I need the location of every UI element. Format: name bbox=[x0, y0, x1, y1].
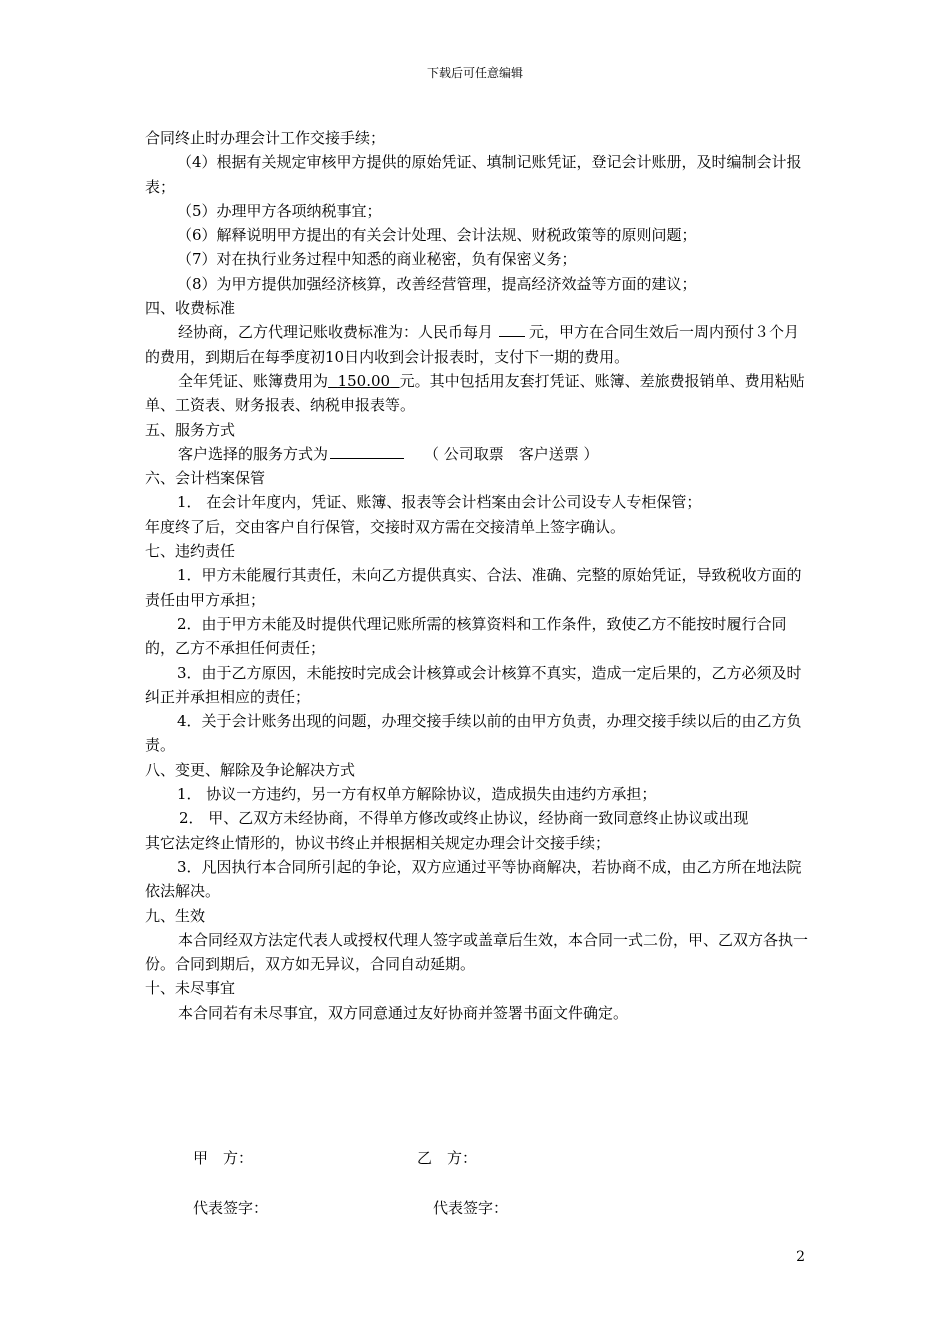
contract-body bbox=[145, 126, 808, 1025]
annual-fee-amount: 150.00 bbox=[337, 371, 391, 390]
fee-text-b: 元，甲方在合同生效后一周内预付３个月的费用，到期后在每季度初10日内收到会计报表时，支付下一期的费用。 bbox=[145, 323, 800, 366]
party-a-label: 甲 方： bbox=[193, 1149, 254, 1167]
paragraph: 1． 协议一方违约，另一方有权单方解除协议，造成损失由违约方承担； bbox=[177, 785, 657, 804]
paragraph: （4）根据有关规定审核甲方提供的原始凭证、填制记账凭证，登记会计账册，及时编制会计报表； bbox=[145, 153, 802, 196]
section-heading: 七、违约责任 bbox=[145, 542, 236, 561]
paragraph: 其它法定终止情形的，协议书终止并根据相关规定办理会计交接手续； bbox=[145, 833, 611, 852]
section-heading: 四、收费标准 bbox=[145, 299, 236, 318]
service-mode-paragraph bbox=[145, 442, 808, 466]
annual-fee-paragraph bbox=[145, 369, 808, 418]
paragraph: 2． 甲、乙双方未经协商，不得单方修改或终止协议，经协商一致同意终止协议或出现 bbox=[179, 809, 749, 828]
party-b-label: 乙 方： bbox=[417, 1149, 478, 1167]
paragraph: （7）对在执行业务过程中知悉的商业秘密，负有保密义务； bbox=[177, 250, 577, 269]
service-mode-label: 客户选择的服务方式为 bbox=[178, 444, 329, 463]
page-number: 2 bbox=[796, 1249, 805, 1265]
page-header: 下载后可任意编辑 bbox=[426, 66, 523, 80]
fee-standard-paragraph bbox=[145, 320, 808, 369]
paragraph: （6）解释说明甲方提出的有关会计处理、会计法规、财税政策等的原则问题； bbox=[177, 226, 697, 245]
paragraph: 4．关于会计账务出现的问题，办理交接手续以前的由甲方负责，办理交接手续以后的由乙方负责。 bbox=[145, 712, 802, 755]
paragraph: 3．由于乙方原因，未能按时完成会计核算或会计核算不真实，造成一定后果的，乙方必须及时纠正并承担相应的责任； bbox=[145, 663, 802, 706]
paragraph: 3．凡因执行本合同所引起的争论，双方应通过平等协商解决，若协商不成，由乙方所在地法院依法解决。 bbox=[145, 857, 802, 901]
service-mode-options: （ 公司取票 客户送票 ） bbox=[424, 444, 599, 463]
fee-text-a: 经协商，乙方代理记账收费标准为：人民币每月 bbox=[178, 323, 494, 342]
paragraph: 本合同经双方法定代表人或授权代理人签字或盖章后生效，本合同一式二份，甲、乙双方各执一份。合同到期后，双方如无异议，合同自动延期。 bbox=[145, 930, 809, 974]
paragraph: （8）为甲方提供加强经济核算，改善经营管理，提高经济效益等方面的建议； bbox=[177, 274, 697, 293]
paragraph: 2．由于甲方未能及时提供代理记账所需的核算资料和工作条件，致使乙方不能按时履行合同的，乙方不承担任何责任； bbox=[145, 614, 787, 658]
paragraph: 合同终止时办理会计工作交接手续； bbox=[145, 129, 386, 147]
paragraph: 年度终了后，交由客户自行保管，交接时双方需在交接清单上签字确认。 bbox=[145, 517, 626, 536]
paragraph: 1．甲方未能履行其责任，未向乙方提供真实、合法、准确、完整的原始凭证，导致税收方面的责任由甲方承担； bbox=[145, 566, 802, 609]
section-heading: 六、会计档案保管 bbox=[145, 469, 266, 488]
annual-fee-value bbox=[328, 372, 400, 390]
section-heading: 八、变更、解除及争论解决方式 bbox=[145, 760, 356, 779]
section-heading: 十、未尽事宜 bbox=[145, 979, 236, 998]
service-mode-blank bbox=[330, 443, 404, 459]
section-heading: 九、生效 bbox=[145, 906, 206, 925]
paragraph: 1． 在会计年度内，凭证、账簿、报表等会计档案由会计公司设专人专柜保管； bbox=[177, 493, 702, 512]
paragraph: （5）办理甲方各项纳税事宜； bbox=[177, 201, 382, 220]
monthly-fee-blank bbox=[499, 321, 525, 337]
annual-fee-text-a: 全年凭证、账簿费用为 bbox=[178, 371, 329, 390]
paragraph: 本合同若有未尽事宜，双方同意通过友好协商并签署书面文件确定。 bbox=[178, 1003, 629, 1022]
annual-fee-text-b: 元。其中包括用友套打凭证、账簿、差旅费报销单、费用粘贴单、工资表、财务报表、纳税申报表等。 bbox=[145, 371, 805, 415]
party-a-signature-label: 代表签字： bbox=[193, 1199, 269, 1217]
party-b-signature-label: 代表签字： bbox=[433, 1199, 509, 1217]
section-heading: 五、服务方式 bbox=[145, 420, 236, 439]
